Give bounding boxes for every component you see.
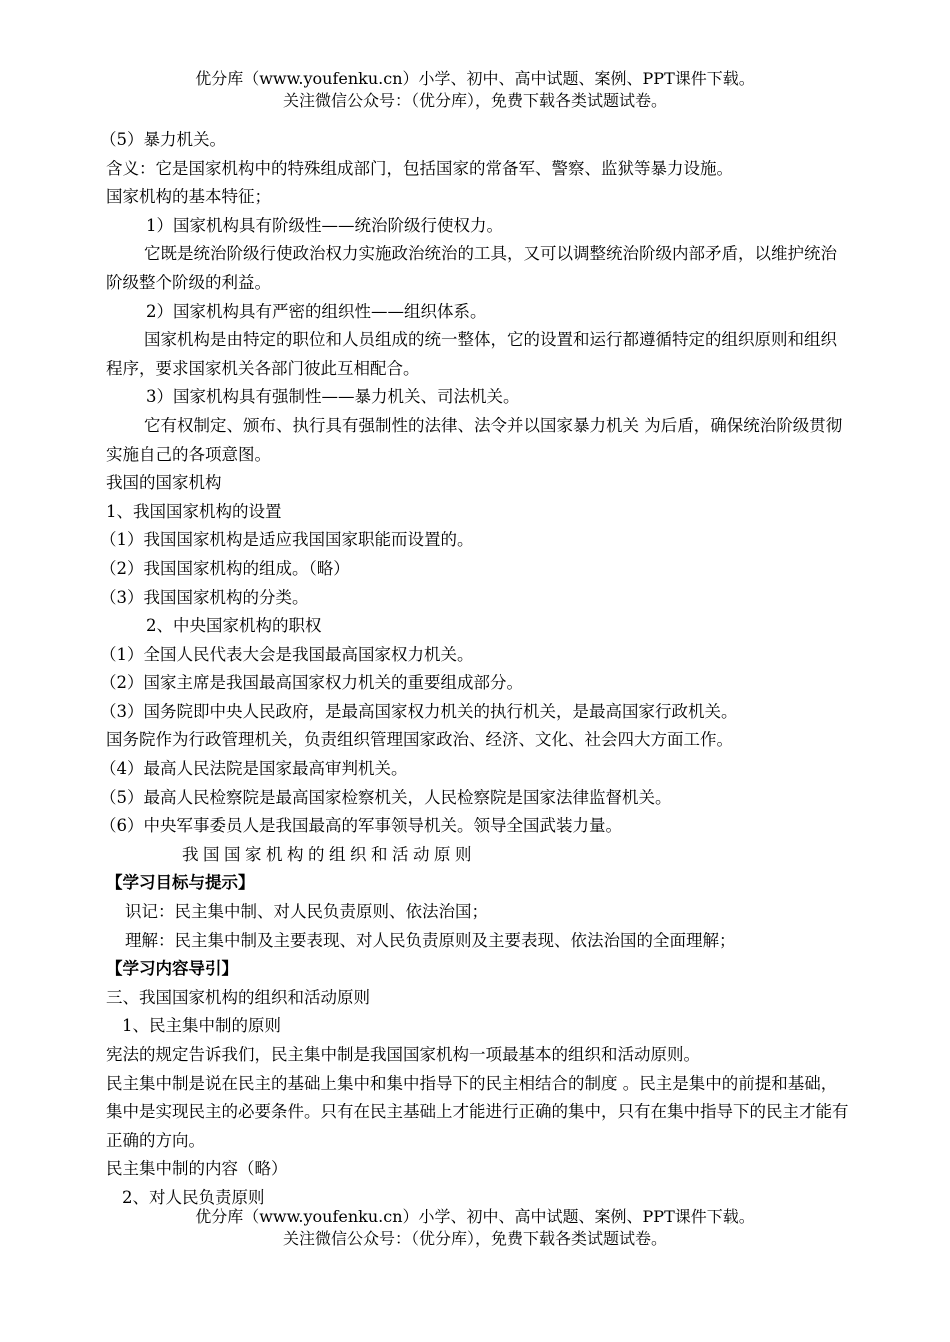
subsection-heading: 1、我国国家机构的设置 — [106, 501, 282, 521]
section-heading: 国家机构的基本特征； — [106, 187, 271, 207]
section-label: 【学习目标与提示】 — [106, 873, 255, 893]
page-header — [0, 68, 950, 112]
list-item: （1）我国国家机构是适应我国国家职能而设置的。 — [100, 530, 474, 550]
paragraph: 民主集中制是说在民主的基础上集中和集中指导下的民主相结合的制度 。民主是集中的前提和基础，集中是实现民主的必要条件。只有在民主基础上才能进行正确的集中，只有在集中指导下的民主才能有正确的方向。 — [106, 1073, 849, 1150]
document-body — [100, 126, 850, 1213]
page-footer — [0, 1206, 950, 1250]
paragraph: 民主集中制的内容（略） — [106, 1159, 288, 1179]
subsection-heading: 2、中央国家机构的职权 — [146, 616, 322, 636]
paragraph: 宪法的规定告诉我们，民主集中制是我国国家机构一项最基本的组织和活动原则。 — [106, 1045, 700, 1064]
chapter-title: 我国国家机构的组织和活动原则 — [182, 844, 476, 864]
paragraph: 识记：民主集中制、对人民负责原则、依法治国； — [125, 902, 488, 922]
section-label: 【学习内容导引】 — [106, 959, 238, 979]
footer-line-2: 关注微信公众号：（优分库），免费下载各类试题试卷。 — [282, 1229, 667, 1248]
paragraph: 含义：它是国家机构中的特殊组成部门，包括国家的常备军、警察、监狱等暴力设施。 — [106, 158, 733, 178]
list-item: 1）国家机构具有阶级性——统治阶级行使权力。 — [146, 215, 503, 235]
list-item: （3）我国国家机构的分类。 — [100, 587, 309, 607]
footer-line-1: 优分库（www.youfenku.cn）小学、初中、高中试题、案例、PPT课件下载。 — [195, 1207, 755, 1226]
list-item: 2）国家机构具有严密的组织性——组织体系。 — [146, 301, 487, 321]
list-item: （6）中央军事委员人是我国最高的军事领导机关。领导全国武装力量。 — [100, 816, 622, 836]
paragraph: 它有权制定、颁布、执行具有强制性的法律、法令并以国家暴力机关 为后盾，确保统治阶级贯彻实施自己的各项意图。 — [106, 415, 843, 464]
paragraph: 国务院作为行政管理机关，负责组织管理国家政治、经济、文化、社会四大方面工作。 — [106, 730, 733, 750]
header-line-1: 优分库（www.youfenku.cn）小学、初中、高中试题、案例、PPT课件下载。 — [195, 69, 755, 88]
section-heading: 三、我国国家机构的组织和活动原则 — [106, 987, 370, 1007]
paragraph: 国家机构是由特定的职位和人员组成的统一整体，它的设置和运行都遵循特定的组织原则和组织程序，要求国家机关各部门彼此互相配合。 — [106, 330, 837, 378]
subsection-heading: 2、对人民负责原则 — [122, 1187, 265, 1207]
paragraph: 它既是统治阶级行使政治权力实施政治统治的工具，又可以调整统治阶级内部矛盾，以维护统治阶级整个阶级的利益。 — [106, 244, 837, 292]
list-item: （1）全国人民代表大会是我国最高国家权力机关。 — [100, 644, 474, 664]
subsection-heading: 1、民主集中制的原则 — [122, 1016, 281, 1036]
header-line-2: 关注微信公众号：（优分库），免费下载各类试题试卷。 — [282, 91, 667, 110]
section-heading: 我国的国家机构 — [106, 473, 222, 493]
list-item: （2）国家主席是我国最高国家权力机关的重要组成部分。 — [100, 673, 523, 693]
paragraph: 理解：民主集中制及主要表现、对人民负责原则及主要表现、依法治国的全面理解； — [125, 930, 736, 950]
list-item: （2）我国国家机构的组成。（略） — [100, 558, 350, 578]
list-item: 3）国家机构具有强制性——暴力机关、司法机关。 — [146, 387, 520, 407]
paragraph: （5）暴力机关。 — [100, 130, 226, 149]
list-item: （3）国务院即中央人民政府，是最高国家权力机关的执行机关，是最高国家行政机关。 — [100, 701, 738, 721]
list-item: （4）最高人民法院是国家最高审判机关。 — [100, 759, 408, 779]
list-item: （5）最高人民检察院是最高国家检察机关，人民检察院是国家法律监督机关。 — [100, 787, 672, 807]
